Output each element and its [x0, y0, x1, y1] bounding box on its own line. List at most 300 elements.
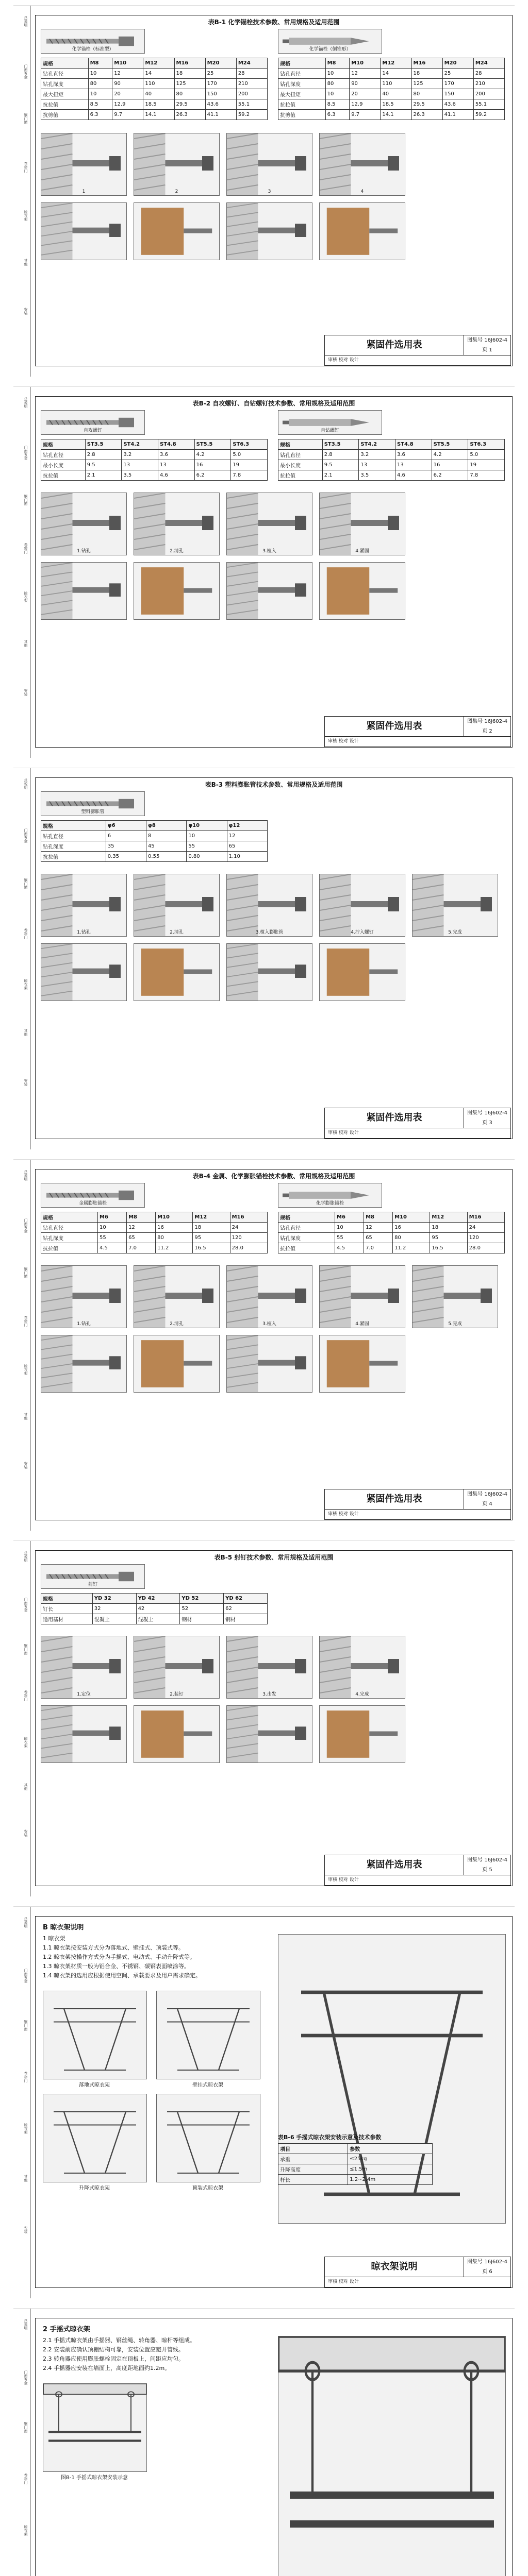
table-row: [41, 470, 268, 481]
figure-label: 自钻螺钉: [320, 428, 339, 433]
table-cell: 适用基材: [41, 1614, 93, 1624]
fastener-page: [13, 386, 515, 758]
sidebar-label: 其他: [24, 2175, 28, 2182]
table-cell: 11.2: [156, 1243, 193, 1253]
table-row: [41, 841, 268, 852]
sidebar-label: 晾衣架: [24, 1737, 28, 1748]
table-cell: 125: [174, 79, 205, 89]
table-cell: 6: [106, 831, 146, 841]
table-cell: 55: [335, 1233, 364, 1243]
table-row: [278, 1212, 505, 1223]
sidebar-label: 安装: [24, 1078, 28, 1086]
table-cell: M20: [205, 58, 236, 69]
page-content: [35, 1160, 512, 1531]
table-cell: 4.2: [194, 450, 231, 460]
table-cell: 120: [230, 1233, 267, 1243]
table-cell: 最小长度: [278, 460, 323, 470]
table-cell: 钻孔直径: [41, 69, 89, 79]
table-cell: M6: [335, 1212, 364, 1223]
table-row: [41, 831, 268, 841]
section-heading: B 晾衣架说明: [43, 1924, 84, 1931]
sidebar-label: 门窗五金: [24, 64, 28, 79]
table-cell: 混凝土: [92, 1614, 136, 1624]
install-photo: [319, 1335, 405, 1393]
table-cell: 170: [205, 79, 236, 89]
table-cell: 28.0: [230, 1243, 267, 1253]
table-cell: 16.5: [430, 1243, 467, 1253]
table-caption: 表B-4 金属、化学膨胀锚栓技术参数、常用规格及适用范围: [192, 1173, 355, 1180]
table-cell: 26.3: [174, 110, 205, 120]
product-photo: [41, 1183, 145, 1208]
figure-label: 1: [82, 189, 86, 194]
product-photo: [41, 29, 145, 54]
table-cell: 18: [411, 69, 442, 79]
table-caption: 表B-2 自攻螺钉、自钻螺钉技术参数、常用规格及适用范围: [192, 400, 355, 407]
table-cell: 规格: [278, 1212, 335, 1223]
title-block-name: 晾衣架说明: [325, 2257, 464, 2277]
install-step: [41, 133, 127, 196]
product-photo: [41, 791, 145, 816]
paragraph: 2.1 手摇式晾衣架由手摇器、钢丝绳、转角器、晾杆等组成。: [43, 2337, 195, 2344]
table-cell: 200: [236, 89, 267, 99]
table-cell: 规格: [278, 439, 323, 450]
install-step: [134, 133, 220, 196]
table-cell: 钻孔直径: [41, 450, 86, 460]
table-cell: 7.0: [127, 1243, 156, 1253]
product-photo: [41, 410, 145, 435]
install-photo: [41, 202, 127, 260]
title-block: [324, 2257, 511, 2287]
table-cell: 4.5: [98, 1243, 127, 1253]
figure-label: 4.拧入螺钉: [351, 930, 374, 935]
table-cell: 钻孔深度: [41, 1233, 98, 1243]
spec-table: [278, 1212, 505, 1253]
install-photo: [226, 202, 312, 260]
table-cell: 18: [430, 1223, 467, 1233]
table-cell: 10: [88, 89, 112, 99]
title-block-name: 紧固件选用表: [325, 1108, 464, 1128]
figure-label: 2: [175, 189, 178, 194]
figure-label: 4: [360, 189, 364, 194]
body-text: [43, 2336, 265, 2373]
table-cell: 59.2: [236, 110, 267, 120]
table-cell: ST4.8: [395, 439, 432, 450]
table-cell: M16: [230, 1212, 267, 1223]
sidebar-label: 门窗五金: [24, 1598, 28, 1612]
table-cell: φ6: [106, 821, 146, 831]
spec-table: [41, 820, 268, 862]
table-cell: 0.35: [106, 852, 146, 862]
install-photo: [134, 1705, 220, 1763]
body-text: [43, 1934, 265, 1980]
table-cell: 95: [430, 1233, 467, 1243]
code-label: 图集号 16J602-4: [467, 337, 507, 343]
table-cell: 28: [236, 69, 267, 79]
sidebar-label: 钢门窗: [24, 113, 28, 124]
table-row: [41, 460, 268, 470]
sidebar-label: 钢门窗: [24, 1267, 28, 1278]
install-step: [134, 1636, 220, 1699]
table-cell: ST5.5: [194, 439, 231, 450]
product-photo: [278, 1183, 382, 1208]
table-row: [41, 89, 268, 99]
table-cell: M12: [430, 1212, 467, 1223]
table-cell: YD 42: [136, 1594, 180, 1604]
table-row: [41, 1614, 268, 1624]
table-cell: 19: [468, 460, 505, 470]
table-cell: 20: [350, 89, 381, 99]
install-step: [412, 1265, 498, 1328]
table-cell: 7.0: [364, 1243, 393, 1253]
table-cell: 2.1: [85, 470, 122, 481]
install-photo: [134, 202, 220, 260]
table-row: [278, 110, 505, 120]
table-cell: 35: [106, 841, 146, 852]
fastener-page: [13, 5, 515, 377]
sidebar-label: 安装: [24, 2226, 28, 2233]
table-cell: 25: [205, 69, 236, 79]
table-cell: 18.5: [381, 99, 411, 110]
page-label: 页 5: [482, 1867, 492, 1873]
table-cell: M20: [442, 58, 473, 69]
spec-table: [41, 1593, 268, 1624]
table-cell: 抗剪值: [278, 110, 326, 120]
figure-label: 2.清孔: [170, 930, 184, 935]
sidebar-label: 晾衣架: [24, 978, 28, 990]
table-row: [278, 79, 505, 89]
table-cell: 12: [350, 69, 381, 79]
table-cell: 3.2: [359, 450, 395, 460]
title-block-code: [464, 335, 510, 355]
sidebar-label: 卷帘门: [24, 2473, 28, 2484]
table-cell: 2.8: [322, 450, 359, 460]
table-cell: 混凝土: [136, 1614, 180, 1624]
table-cell: 钉长: [41, 1604, 93, 1614]
table-cell: 12.9: [112, 99, 143, 110]
spec-table: [278, 58, 505, 120]
table-title: 表B-6 手摇式晾衣架安装示意及技术参数: [278, 2134, 382, 2141]
paragraph: 2.4 手摇器应安装在墙面上，高度距地面约1.2m。: [43, 2365, 171, 2371]
product-photo: [278, 410, 382, 435]
table-cell: 抗拉值: [278, 470, 323, 481]
table-cell: 150: [442, 89, 473, 99]
table-cell: 1.10: [227, 852, 267, 862]
table-cell: 12: [127, 1223, 156, 1233]
table-cell: 150: [205, 89, 236, 99]
title-block: [324, 335, 511, 366]
figure-label: 4.完成: [355, 1692, 369, 1697]
sidebar-label: 门窗五金: [24, 446, 28, 461]
install-photo: [226, 943, 312, 1001]
spec-table: [41, 439, 268, 481]
table-cell: M10: [350, 58, 381, 69]
install-step: [41, 1265, 127, 1328]
sidebar-label: 门窗五金: [24, 1969, 28, 1983]
sidebar-label: 门窗五金: [24, 2370, 28, 2385]
table-cell: 钻孔深度: [41, 79, 89, 89]
table-cell: 90: [350, 79, 381, 89]
table-cell: 3.5: [359, 470, 395, 481]
code-label: 图集号 16J602-4: [467, 1492, 507, 1497]
table-row: [278, 58, 505, 69]
page-content: [35, 6, 512, 377]
table-cell: 钻孔深度: [278, 79, 326, 89]
table-cell: 钢材: [224, 1614, 268, 1624]
table-cell: 16: [194, 460, 231, 470]
figure-label: 化学锚栓（标准型）: [72, 47, 114, 52]
install-photo: [319, 943, 405, 1001]
install-photo: [226, 1705, 312, 1763]
table-cell: ≤25kg: [348, 2154, 433, 2164]
table-cell: 杆长: [278, 2175, 348, 2185]
sidebar-label: 其他: [24, 1783, 28, 1790]
airer-page: [13, 1906, 515, 2298]
sidebar-label: 钢门窗: [24, 1644, 28, 1655]
table-cell: 最大扭矩: [41, 89, 89, 99]
param-table: [278, 2143, 433, 2185]
table-cell: 10: [335, 1223, 364, 1233]
sidebar-label: 门窗五金: [24, 1218, 28, 1233]
figure-label: 射钉: [88, 1582, 97, 1587]
table-caption: 表B-3 塑料膨胀管技术参数、常用规格及适用范围: [205, 781, 343, 788]
table-cell: 4.2: [432, 450, 468, 460]
table-cell: 80: [88, 79, 112, 89]
table-row: [278, 1233, 505, 1243]
table-cell: 抗拉值: [41, 470, 86, 481]
table-cell: 12: [227, 831, 267, 841]
title-block: [324, 716, 511, 747]
table-cell: 43.6: [205, 99, 236, 110]
table-cell: 8.5: [88, 99, 112, 110]
table-cell: 规格: [41, 1212, 98, 1223]
sidebar-label: 卷帘门: [24, 2072, 28, 2082]
table-cell: 59.2: [473, 110, 504, 120]
table-cell: 29.5: [174, 99, 205, 110]
table-cell: 9.5: [85, 460, 122, 470]
table-cell: φ8: [146, 821, 187, 831]
sidebar-label: 晾衣架: [24, 591, 28, 603]
figure-label: 自攻螺钉: [83, 428, 102, 433]
figure-label: 4.紧固: [355, 549, 369, 554]
install-step: [319, 1636, 405, 1699]
install-step: [226, 133, 312, 196]
figure-label: 3: [268, 189, 271, 194]
sidebar-label: 卷帘门: [24, 543, 28, 554]
table-cell: 0.55: [146, 852, 187, 862]
table-cell: 80: [393, 1233, 430, 1243]
table-cell: 6.3: [88, 110, 112, 120]
figure-label: 5.完成: [448, 930, 462, 935]
signature-row: 审核 校对 设计: [328, 1512, 359, 1517]
sidebar-label: 钢门窗: [24, 494, 28, 505]
table-row: [41, 1233, 268, 1243]
page-content: [35, 1541, 512, 1896]
table-cell: 41.1: [442, 110, 473, 120]
table-cell: 55.1: [236, 99, 267, 110]
paragraph: 1.2 晾衣架按操作方式分为手摇式、电动式、手动升降式等。: [43, 1954, 195, 1960]
table-row: [278, 470, 505, 481]
table-cell: YD 32: [92, 1594, 136, 1604]
table-cell: 95: [193, 1233, 230, 1243]
table-cell: 5.0: [231, 450, 268, 460]
table-row: [278, 2164, 433, 2175]
table-row: [278, 439, 505, 450]
table-cell: ST6.3: [468, 439, 505, 450]
table-cell: 110: [143, 79, 174, 89]
table-cell: 7.8: [231, 470, 268, 481]
figure: [156, 1991, 260, 2079]
table-row: [41, 1594, 268, 1604]
table-cell: M10: [393, 1212, 430, 1223]
table-cell: 28: [473, 69, 504, 79]
sidebar-label: 钢门窗: [24, 2422, 28, 2433]
figure-label: 5.完成: [448, 1321, 462, 1327]
signature-row: 审核 校对 设计: [328, 358, 359, 363]
table-cell: 11.2: [393, 1243, 430, 1253]
table-cell: 55: [98, 1233, 127, 1243]
table-cell: 规格: [278, 58, 326, 69]
figure-label: 3.植入: [262, 1321, 276, 1327]
section-heading: 2 手摇式晾衣架: [43, 2326, 90, 2333]
table-cell: 10: [325, 69, 350, 79]
table-row: [41, 58, 268, 69]
table-cell: 18: [193, 1223, 230, 1233]
table-row: [278, 2154, 433, 2164]
table-cell: 1.2~2.4m: [348, 2175, 433, 2185]
title-block: [324, 1489, 511, 1520]
table-cell: 项目: [278, 2144, 348, 2154]
table-cell: 参数: [348, 2144, 433, 2154]
install-photo: [319, 1705, 405, 1763]
table-cell: YD 62: [224, 1594, 268, 1604]
table-cell: M6: [98, 1212, 127, 1223]
table-cell: YD 52: [180, 1594, 224, 1604]
table-row: [278, 2144, 433, 2154]
code-label: 图集号 16J602-4: [467, 1857, 507, 1863]
figure-label: 1.钻孔: [77, 549, 91, 554]
table-row: [41, 439, 268, 450]
table-cell: 9.5: [322, 460, 359, 470]
table-caption: 表B-1 化学锚栓技术参数、常用规格及适用范围: [208, 19, 340, 26]
table-cell: M8: [364, 1212, 393, 1223]
sidebar-label: 门窗五金: [24, 828, 28, 843]
table-cell: 10: [98, 1223, 127, 1233]
table-cell: 钻孔直径: [278, 1223, 335, 1233]
table-cell: M16: [174, 58, 205, 69]
table-cell: 9.7: [350, 110, 381, 120]
product-photo: [278, 29, 382, 54]
table-cell: 抗拉值: [41, 99, 89, 110]
install-photo: [41, 562, 127, 620]
paragraph: 2.3 转角器应使用膨胀螺栓固定在顶板上，间距应均匀。: [43, 2355, 184, 2362]
page-label: 页 2: [482, 728, 492, 734]
table-cell: 钻孔直径: [41, 1223, 98, 1233]
sidebar-label: 钢门窗: [24, 878, 28, 890]
page-content: [35, 2309, 512, 2576]
figure-label: 1.钻孔: [77, 1321, 91, 1327]
drawing-frame: [35, 1916, 513, 2288]
table-cell: 80: [174, 89, 205, 99]
install-photo: [226, 562, 312, 620]
page-content: [35, 768, 512, 1149]
figure-label: 化学锚栓（倒锥形）: [309, 47, 351, 52]
table-cell: 规格: [41, 58, 89, 69]
spec-table: [278, 439, 505, 481]
table-cell: 28.0: [467, 1243, 504, 1253]
table-cell: ST4.2: [122, 439, 158, 450]
table-cell: 14.1: [381, 110, 411, 120]
table-cell: 14: [143, 69, 174, 79]
table-cell: 规格: [41, 1594, 93, 1604]
title-block-code: [464, 1108, 510, 1128]
table-caption: 表B-5 射钉技术参数、常用规格及适用范围: [214, 1554, 334, 1561]
sidebar-label: 其他: [24, 1028, 28, 1036]
install-photo: [41, 1705, 127, 1763]
figure-caption: 图B-1 手摇式晾衣架安装示意: [60, 2475, 128, 2481]
table-row: [41, 79, 268, 89]
table-cell: 14.1: [143, 110, 174, 120]
table-cell: 3.5: [122, 470, 158, 481]
table-cell: 40: [143, 89, 174, 99]
install-step: [412, 874, 498, 937]
code-label: 图集号 16J602-4: [467, 2259, 507, 2265]
table-cell: M8: [88, 58, 112, 69]
sidebar-label: 总说明: [24, 16, 28, 27]
table-cell: 18: [174, 69, 205, 79]
figure-label: 3.植入: [262, 549, 276, 554]
sidebar-label: 总说明: [24, 397, 28, 408]
table-cell: 抗拉值: [41, 852, 106, 862]
table-cell: 10: [325, 89, 350, 99]
table-cell: 8.5: [325, 99, 350, 110]
drawing-frame: [35, 1550, 513, 1886]
fastener-page: [13, 1540, 515, 1896]
figure-label: 化学膨胀锚栓: [316, 1201, 344, 1206]
sidebar-label: 晾衣架: [24, 210, 28, 222]
table-cell: 2.8: [85, 450, 122, 460]
table-row: [41, 99, 268, 110]
drawing-frame: [35, 15, 513, 366]
table-cell: M8: [127, 1212, 156, 1223]
sidebar-label: 安装: [24, 1461, 28, 1469]
table-cell: 125: [411, 79, 442, 89]
sidebar: [13, 1160, 30, 1531]
install-step: [319, 133, 405, 196]
install-photo: [41, 1335, 127, 1393]
table-cell: 170: [442, 79, 473, 89]
figure-label: 2.清孔: [170, 549, 184, 554]
table-cell: 12: [364, 1223, 393, 1233]
install-photo: [134, 943, 220, 1001]
sidebar-label: 其他: [24, 640, 28, 648]
table-row: [41, 1223, 268, 1233]
table-cell: 52: [180, 1604, 224, 1614]
figure-label: 2.装钉: [170, 1692, 184, 1697]
table-cell: 4.6: [395, 470, 432, 481]
table-cell: 210: [473, 79, 504, 89]
sidebar: [13, 768, 30, 1149]
table-row: [278, 450, 505, 460]
signature-row: 审核 校对 设计: [328, 1130, 359, 1136]
table-cell: 210: [236, 79, 267, 89]
table-cell: M10: [112, 58, 143, 69]
table-cell: 6.3: [325, 110, 350, 120]
table-cell: 0.80: [187, 852, 227, 862]
title-block: [324, 1108, 511, 1139]
sidebar-label: 其他: [24, 259, 28, 266]
install-photo: [319, 562, 405, 620]
table-cell: 钻孔直径: [41, 831, 106, 841]
